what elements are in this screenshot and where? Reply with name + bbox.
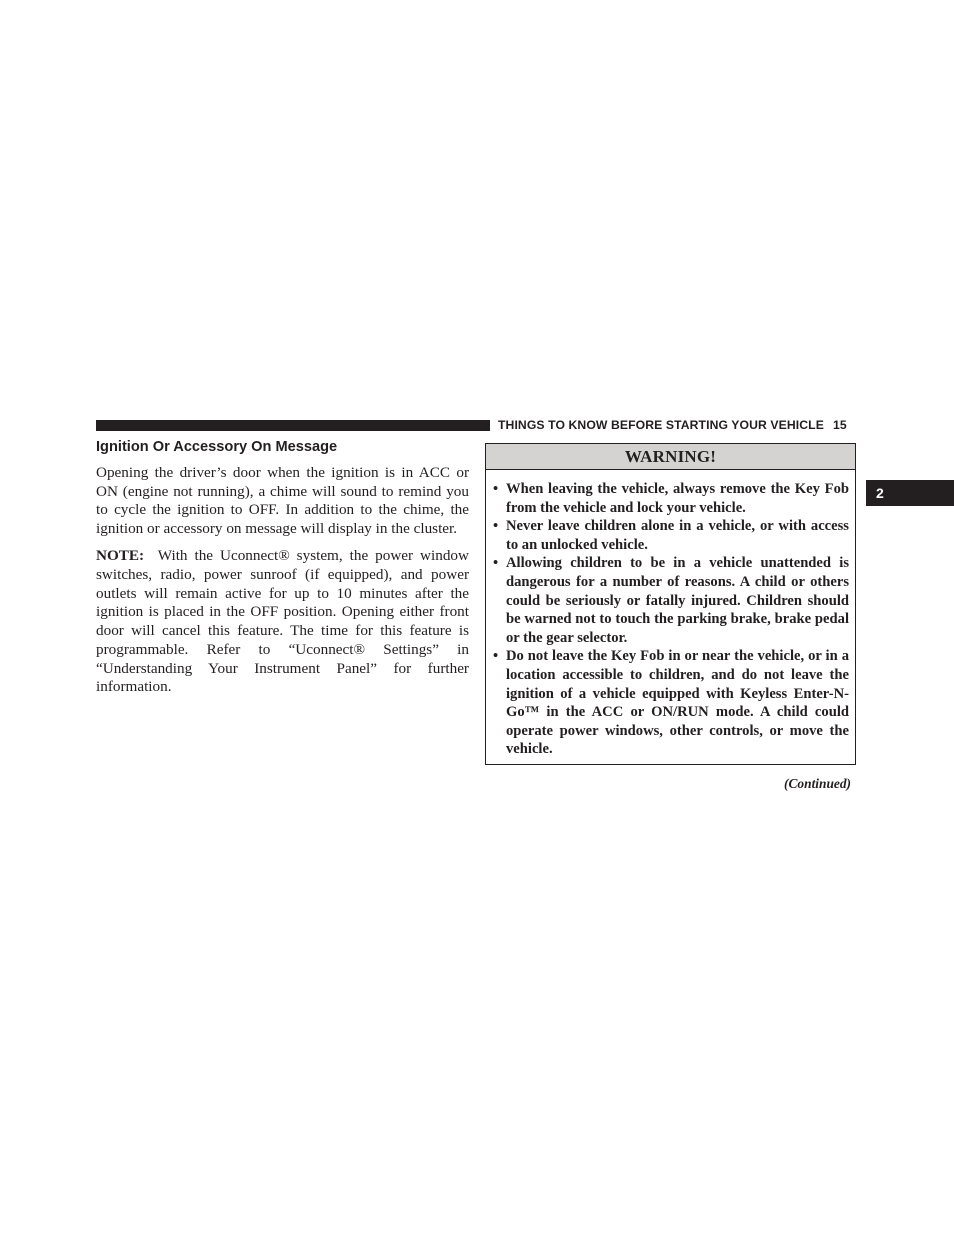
warning-title: WARNING!	[486, 444, 855, 470]
warning-item	[493, 517, 849, 554]
chapter-tab	[866, 480, 954, 506]
warning-item-text: When leaving the vehicle, always remove the Key Fob from the vehicle and lock your vehicle.	[506, 481, 849, 516]
body-paragraph: Opening the driver’s door when the ignition is in ACC or ON (engine not running), a chime will sound to remind you to cycle the ignition to OFF. In addition to the chime, the ignition or accessory on message will display in the cluster.	[96, 464, 469, 538]
warning-box	[485, 443, 856, 765]
chapter-tab-number: 2	[876, 485, 884, 501]
note-text: With the Uconnect® system, the power window switches, radio, power sunroof (if equipped), and power outlets will remain active for up to 10 minutes after the ignition is placed in the OFF position. Opening either front door will cancel this feature. The time for this feature is programmable. Refer to “Uconnect® Settings” in “Understanding Your Instrument Panel” for further information.	[96, 547, 469, 696]
warning-item	[493, 554, 849, 647]
page-number: 15	[832, 418, 847, 432]
header-rule-bar	[96, 420, 490, 431]
warning-item	[493, 480, 849, 517]
bullet-icon: •	[493, 518, 499, 535]
section-heading: Ignition Or Accessory On Message	[96, 439, 338, 455]
left-column	[96, 437, 469, 705]
warning-list	[486, 470, 855, 759]
bullet-icon: •	[493, 481, 499, 497]
warning-item-text: Never leave children alone in a vehicle, or with access to an unlocked vehicle.	[506, 518, 849, 553]
warning-item-text: Do not leave the Key Fob in or near the vehicle, or in a location accessible to children, and do not leave the ignition of a vehicle equipped with Keyless Enter-N-Go™ in the ACC or ON/RUN mode. A child could operate power windows, other controls, or move the vehicle.	[506, 648, 849, 758]
running-head-title: THINGS TO KNOW BEFORE STARTING YOUR VEHICLE	[498, 418, 824, 432]
warning-item-text: Allowing children to be in a vehicle unattended is dangerous for a number of reasons. A child or others could be seriously or fatally injured. Children should be warned not to touch the parking brake, brake pedal or the gear selector.	[506, 555, 849, 646]
bullet-icon: •	[493, 555, 499, 572]
note-paragraph	[96, 547, 469, 697]
warning-item	[493, 647, 849, 759]
note-label: NOTE:	[96, 547, 145, 565]
bullet-icon: •	[493, 648, 499, 665]
continued-label: (Continued)	[784, 776, 851, 791]
running-head	[498, 417, 858, 433]
